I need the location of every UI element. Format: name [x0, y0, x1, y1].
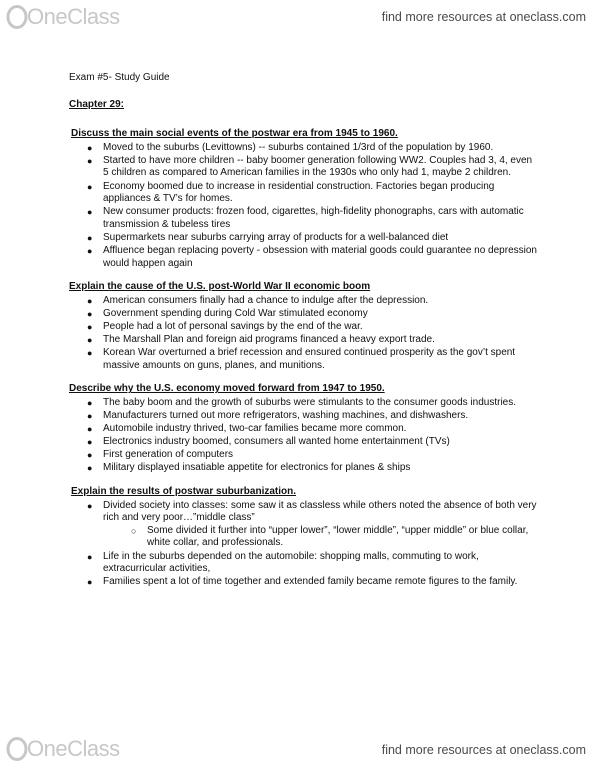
chapter-heading: Chapter 29:: [69, 98, 125, 110]
bullet-icon: ●: [87, 437, 93, 448]
document-title: Exam #5- Study Guide: [69, 72, 170, 83]
list-item: ● Life in the suburbs depended on the automobile: shopping malls, commuting to work, extracurricular activities,: [87, 550, 479, 575]
bullet-icon: ●: [87, 232, 93, 243]
sub-list-item: ○ Some divided it further into “upper lower”, “lower middle”, “upper middle” or blue collar, white collar, and professionals.: [131, 524, 529, 549]
list-item: ● American consumers finally had a chance to indulge after the depression.: [87, 294, 429, 306]
bullet-list: [69, 295, 539, 373]
list-item: ● Electronics industry boomed, consumers all wanted home entertainment (TVs): [87, 436, 450, 448]
list-item: ● New consumer products: frozen food, cigarettes, high-fidelity phonographs, cars with automatic transmission & tubeless tires: [87, 206, 524, 230]
logo-wordmark: OneClass: [27, 736, 120, 761]
list-item: ● Manufacturers turned out more refrigerators, washing machines, and dishwashers.: [87, 410, 469, 422]
oneclass-logo[interactable]: [6, 736, 120, 762]
bullet-icon: ●: [87, 397, 93, 408]
bullet-icon: ●: [87, 463, 93, 474]
bullet-icon: ●: [87, 577, 93, 588]
bullet-icon: ●: [87, 424, 93, 435]
bullet-list: [69, 397, 539, 475]
bullet-icon: ●: [87, 142, 93, 153]
bullet-icon: ●: [87, 450, 93, 461]
logo-wordmark: OneClass: [27, 4, 120, 29]
section-heading: Explain the cause of the U.S. post-World War II economic boom: [69, 281, 371, 293]
document-body: [69, 72, 539, 600]
list-item: ● Started to have more children -- baby boomer generation following WW2. Couples had 3, 4, even 5 children as compared to American families in the 1930s who only had 1, maybe 2 children.: [87, 154, 533, 179]
header-tagline-link[interactable]: find more resources at oneclass.com: [381, 10, 586, 24]
list-item: ● Moved to the suburbs (Levittowns) -- suburbs contained 1/3rd of the population by 1960.: [87, 141, 494, 153]
bullet-icon: ●: [87, 155, 93, 166]
bullet-icon: ●: [87, 348, 93, 359]
hollow-bullet-icon: ○: [131, 525, 137, 536]
list-item: ● Military displayed insatiable appetite for electronics for planes & ships: [87, 462, 411, 474]
oneclass-logo-icon: [6, 737, 28, 761]
list-item: ● Supermarkets near suburbs carrying array of products for a well-balanced diet: [87, 231, 449, 243]
bullet-list: [69, 142, 539, 270]
section-suburbanization-results: [69, 486, 539, 589]
section-economic-boom-causes: [69, 281, 539, 372]
list-item: ● People had a lot of personal savings by the end of the war.: [87, 321, 363, 332]
bullet-list: [69, 500, 539, 589]
bullet-icon: ●: [87, 295, 93, 306]
bullet-icon: ●: [87, 551, 93, 562]
sub-bullet-list: [103, 525, 539, 550]
list-item: ● The baby boom and the growth of suburbs were stimulants to the consumer goods industries.: [87, 396, 517, 408]
list-item: ● Divided society into classes: some saw it as classless while others noted the absence of both very rich and very poor…”middle class” ○ Some divided it further into “upper lower”, “lower middle”, “upper middle” or blue collar, white collar, and professionals.: [69, 500, 539, 550]
section-economy-1947-1950: [69, 383, 539, 475]
bullet-icon: ●: [87, 411, 93, 422]
section-heading: Explain the results of postwar suburbanization.: [71, 486, 297, 498]
bullet-icon: ●: [87, 207, 93, 218]
section-postwar-social-events: [69, 128, 539, 270]
footer-tagline-link[interactable]: find more resources at oneclass.com: [381, 743, 586, 757]
list-item: ● Government spending during Cold War stimulated economy: [87, 307, 368, 319]
list-item: ● First generation of computers: [87, 449, 234, 461]
bullet-icon: ●: [87, 500, 93, 511]
section-heading: Discuss the main social events of the postwar era from 1945 to 1960.: [71, 128, 398, 140]
bullet-icon: ●: [87, 181, 93, 192]
list-item: ● Automobile industry thrived, two-car families became more common.: [87, 423, 407, 435]
list-item: ● Korean War overturned a brief recession and ensured continued prosperity as the gov’t spent massive amounts on guns, planes, and munitions.: [87, 347, 516, 371]
bullet-icon: ●: [87, 308, 93, 319]
oneclass-logo[interactable]: [6, 4, 120, 30]
bullet-icon: ●: [87, 335, 93, 346]
list-item: ● Families spent a lot of time together and extended family became remote figures to the family.: [87, 576, 518, 588]
list-item: ● Affluence began replacing poverty - obsession with material goods could guarantee no depression would happen again: [87, 245, 537, 269]
list-item: ● Economy boomed due to increase in residential construction. Factories began producing appliances & TV’s for homes.: [87, 180, 495, 205]
page-header: [0, 0, 595, 34]
bullet-icon: ●: [87, 246, 93, 257]
bullet-icon: ●: [87, 322, 93, 332]
section-heading: Describe why the U.S. economy moved forward from 1947 to 1950.: [69, 383, 385, 395]
list-item: ● The Marshall Plan and foreign aid programs financed a heavy export trade.: [87, 334, 435, 346]
oneclass-logo-icon: [6, 5, 28, 29]
